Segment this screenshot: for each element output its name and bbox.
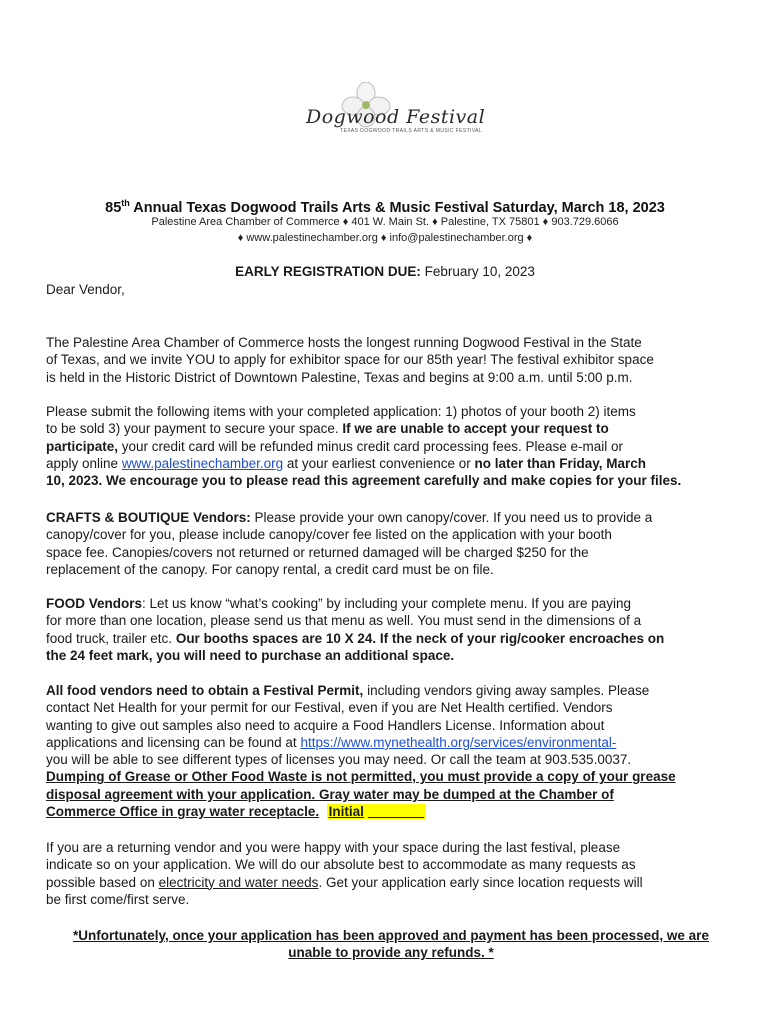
permit-line-4: applications and licensing can be found at https://www.mynethealth.org/services/environmental- [46,734,617,750]
food-line-3: food truck, trailer etc. Our booths spaces are 10 X 24. If the neck of your rig/cooker encroaches on [46,630,665,646]
permit-line-3: wanting to give out samples also need to acquire a Food Handlers License. Information about [46,717,605,733]
permit-line-2: contact Net Health for your permit for our Festival, even if you are Net Health certified. Vendors [46,700,613,716]
permit-line-8: Commerce Office in gray water receptacle. Initial [46,803,736,820]
early-registration: EARLY REGISTRATION DUE: February 10, 2023 [235,264,535,279]
chamber-website-link[interactable]: www.palestinechamber.org [121,455,284,471]
refund-notice [46,927,736,962]
submit-line-4: apply online www.palestinechamber.org at your earliest convenience or no later than Friday, March [46,455,647,471]
returning-line-2: indicate so on your application. We will do our absolute best to accommodate as many requests as [46,857,636,873]
returning-paragraph [46,839,736,908]
food-line-1: FOOD Vendors: Let us know “what’s cooking” by including your complete menu. If you are paying [46,596,632,611]
submit-line-2: to be sold 3) your payment to secure your space. If we are unable to accept your request to [46,421,609,437]
food-line-2: for more than one location, please send us that menu as well. You must send in the dimensions of a [46,613,642,629]
submit-line-5: 10, 2023. We encourage you to please read this agreement carefully and make copies for your files. [46,473,682,489]
submit-line-3: participate, your credit card will be refunded minus credit card processing fees. Please e-mail or [46,438,624,454]
logo-script-text: Dogwood Festival [306,106,486,128]
intro-line-2: of Texas, and we invite YOU to apply for exhibitor space for our 85th year! The festival exhibitor space [46,352,654,368]
dogwood-festival-logo [300,82,486,142]
permit-line-5: you will be able to see different types of licenses you may need. Or call the team at 903.535.0037. [46,752,632,768]
contact-line-2: ♦ www.palestinechamber.org ♦ info@palestinechamber.org ♦ [237,232,533,244]
logo-tagline: TEXAS DOGWOOD TRAILS ARTS & MUSIC FESTIVAL [340,128,483,134]
crafts-line-1: CRAFTS & BOUTIQUE Vendors: Please provide your own canopy/cover. If you need us to provide a [46,510,653,525]
permit-line-1: All food vendors need to obtain a Festival Permit, including vendors giving away samples. Please [46,683,650,698]
permit-paragraph [46,682,736,820]
refund-line-1: *Unfortunately, once your application has been approved and payment has been processed, we are [73,928,709,943]
intro-line-1: The Palestine Area Chamber of Commerce hosts the longest running Dogwood Festival in the State [46,335,642,350]
initial-field[interactable]: Initial [328,804,364,820]
nethealth-link[interactable]: https://www.mynethealth.org/services/environmental- [300,734,617,750]
contact-line-1: Palestine Area Chamber of Commerce ♦ 401 W. Main St. ♦ Palestine, TX 75801 ♦ 903.729.6066 [151,216,619,228]
food-line-4: the 24 feet mark, you will need to purchase an additional space. [46,647,455,663]
submit-line-1: Please submit the following items with your completed application: 1) photos of your booth 2) items [46,404,636,419]
permit-line-6: Dumping of Grease or Other Food Waste is not permitted, you must provide a copy of your grease [46,769,676,785]
intro-line-3: is held in the Historic District of Downtown Palestine, Texas and begins at 9:00 a.m. until 5:00 p.m. [46,369,633,385]
crafts-paragraph [46,509,736,578]
greeting: Dear Vendor, [46,282,125,297]
crafts-line-3: space fee. Canopies/covers not returned or returned damaged will be charged $250 for the [46,544,589,560]
crafts-line-4: replacement of the canopy. For canopy rental, a credit card must be on file. [46,561,494,577]
crafts-line-2: canopy/cover for you, please include canopy/cover fee listed on the application with your booth [46,527,612,543]
refund-line-2: unable to provide any refunds. * [288,945,494,961]
returning-line-4: be first come/first serve. [46,891,190,907]
food-paragraph [46,595,736,664]
permit-line-7: disposal agreement with your application. Gray water may be dumped at the Chamber of [46,786,614,802]
submit-paragraph [46,403,736,489]
returning-line-3: possible based on electricity and water needs. Get your application early since location requests will [46,874,643,890]
returning-line-1: If you are a returning vendor and you were happy with your space during the last festival, please [46,840,621,855]
intro-paragraph [46,334,736,386]
page-title: 85th Annual Texas Dogwood Trails Arts & Music Festival Saturday, March 18, 2023 [105,198,665,216]
